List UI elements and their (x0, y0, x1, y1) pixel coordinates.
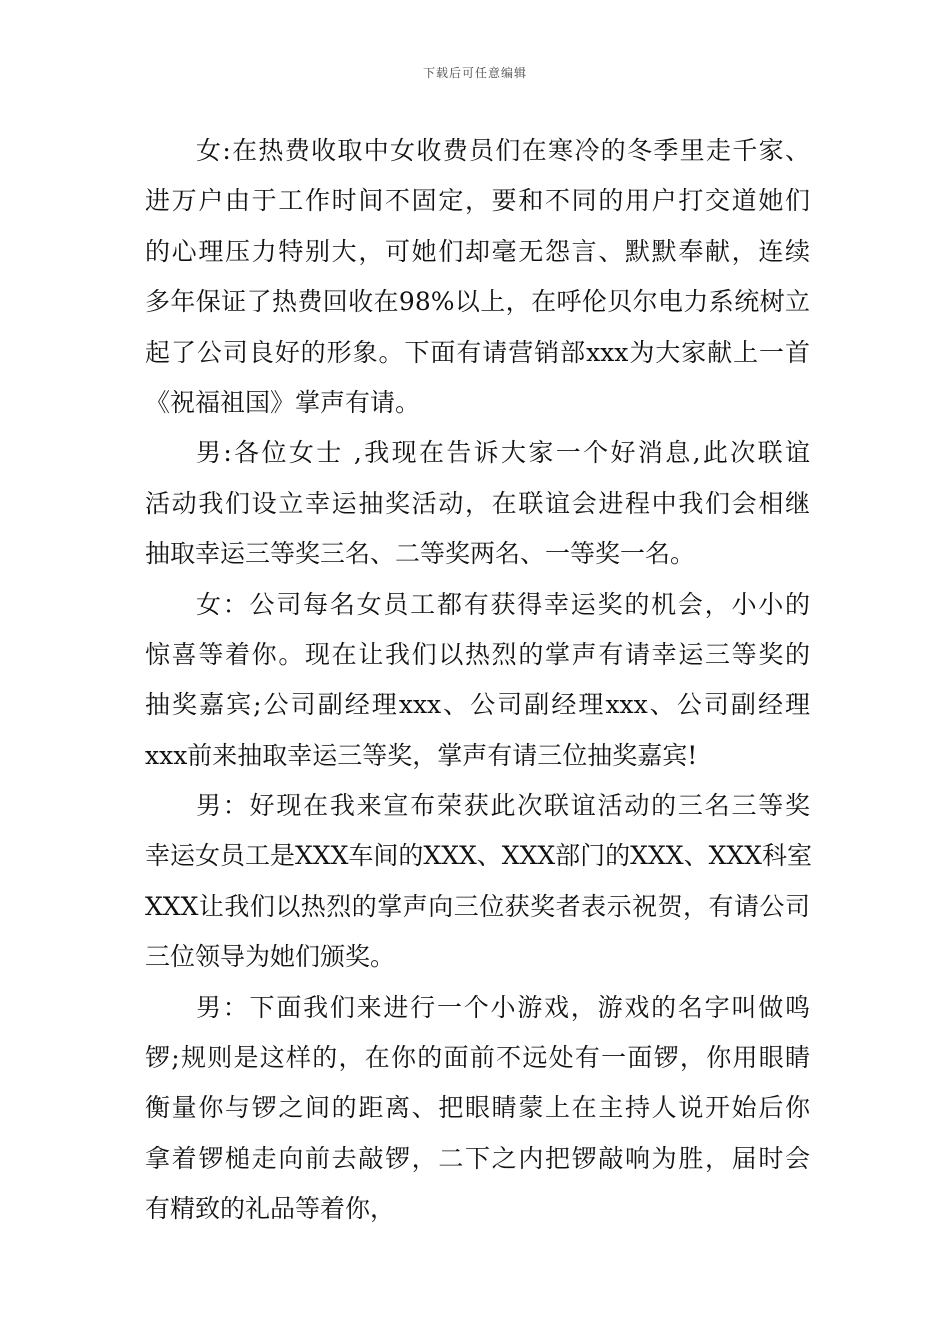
text-line: 《祝福祖国》掌声有请。 (145, 387, 421, 417)
text-line: 惊喜等着你。现在让我们以热烈的掌声有请幸运三等奖的 (145, 639, 810, 669)
document-body (145, 126, 810, 1235)
text-line: 衡量你与锣之间的距离、把眼睛蒙上在主持人说开始后你 (145, 1093, 810, 1123)
paragraph (145, 126, 810, 428)
text-line: 女:在热费收取中女收费员们在寒冷的冬季里走千家、 (196, 136, 810, 165)
text-line: 的心理压力特别大，可她们却毫无怨言、默默奉献，连续 (145, 236, 810, 266)
text-line: 进万户由于工作时间不固定，要和不同的用户打交道她们 (145, 186, 810, 216)
text-line: 女：公司每名女员工都有获得幸运奖的机会，小小的 (196, 589, 810, 619)
paragraph (145, 983, 810, 1235)
text-line: xxx前来抽取幸运三等奖，掌声有请三位抽奖嘉宾! (145, 740, 698, 770)
text-line: 活动我们设立幸运抽奖活动，在联谊会进程中我们会相继 (145, 488, 810, 518)
text-line: 抽取幸运三等奖三名、二等奖两名、一等奖一名。 (145, 539, 696, 569)
text-line: 男：好现在我来宣布荣获此次联谊活动的三名三等奖 (196, 791, 810, 821)
paragraph (145, 428, 810, 579)
text-line: 多年保证了热费回收在98%以上，在呼伦贝尔电力系统树立 (145, 287, 810, 317)
paragraph (145, 781, 810, 983)
text-line: XXX让我们以热烈的掌声向三位获奖者表示祝贺，有请公司 (145, 891, 810, 921)
text-line: 男:各位女士 ,我现在告诉大家一个好消息,此次联谊 (196, 438, 810, 468)
text-line: 幸运女员工是XXX车间的XXX、XXX部门的XXX、XXX科室 (145, 841, 812, 871)
text-line: 有精致的礼品等着你， (145, 1194, 396, 1224)
text-line: 男：下面我们来进行一个小游戏，游戏的名字叫做鸣 (196, 992, 810, 1022)
page-header-note: 下载后可任意编辑 (422, 66, 527, 80)
text-line: 抽奖嘉宾;公司副经理xxx、公司副经理xxx、公司副经理 (145, 690, 810, 720)
text-line: 锣;规则是这样的，在你的面前不远处有一面锣，你用眼睛 (145, 1043, 810, 1073)
text-line: 三位领导为她们颁奖。 (145, 942, 396, 972)
text-line: 拿着锣槌走向前去敲锣，二下之内把锣敲响为胜，届时会 (145, 1143, 810, 1173)
paragraph (145, 580, 810, 782)
text-line: 起了公司良好的形象。下面有请营销部xxx为大家献上一首 (145, 337, 810, 367)
